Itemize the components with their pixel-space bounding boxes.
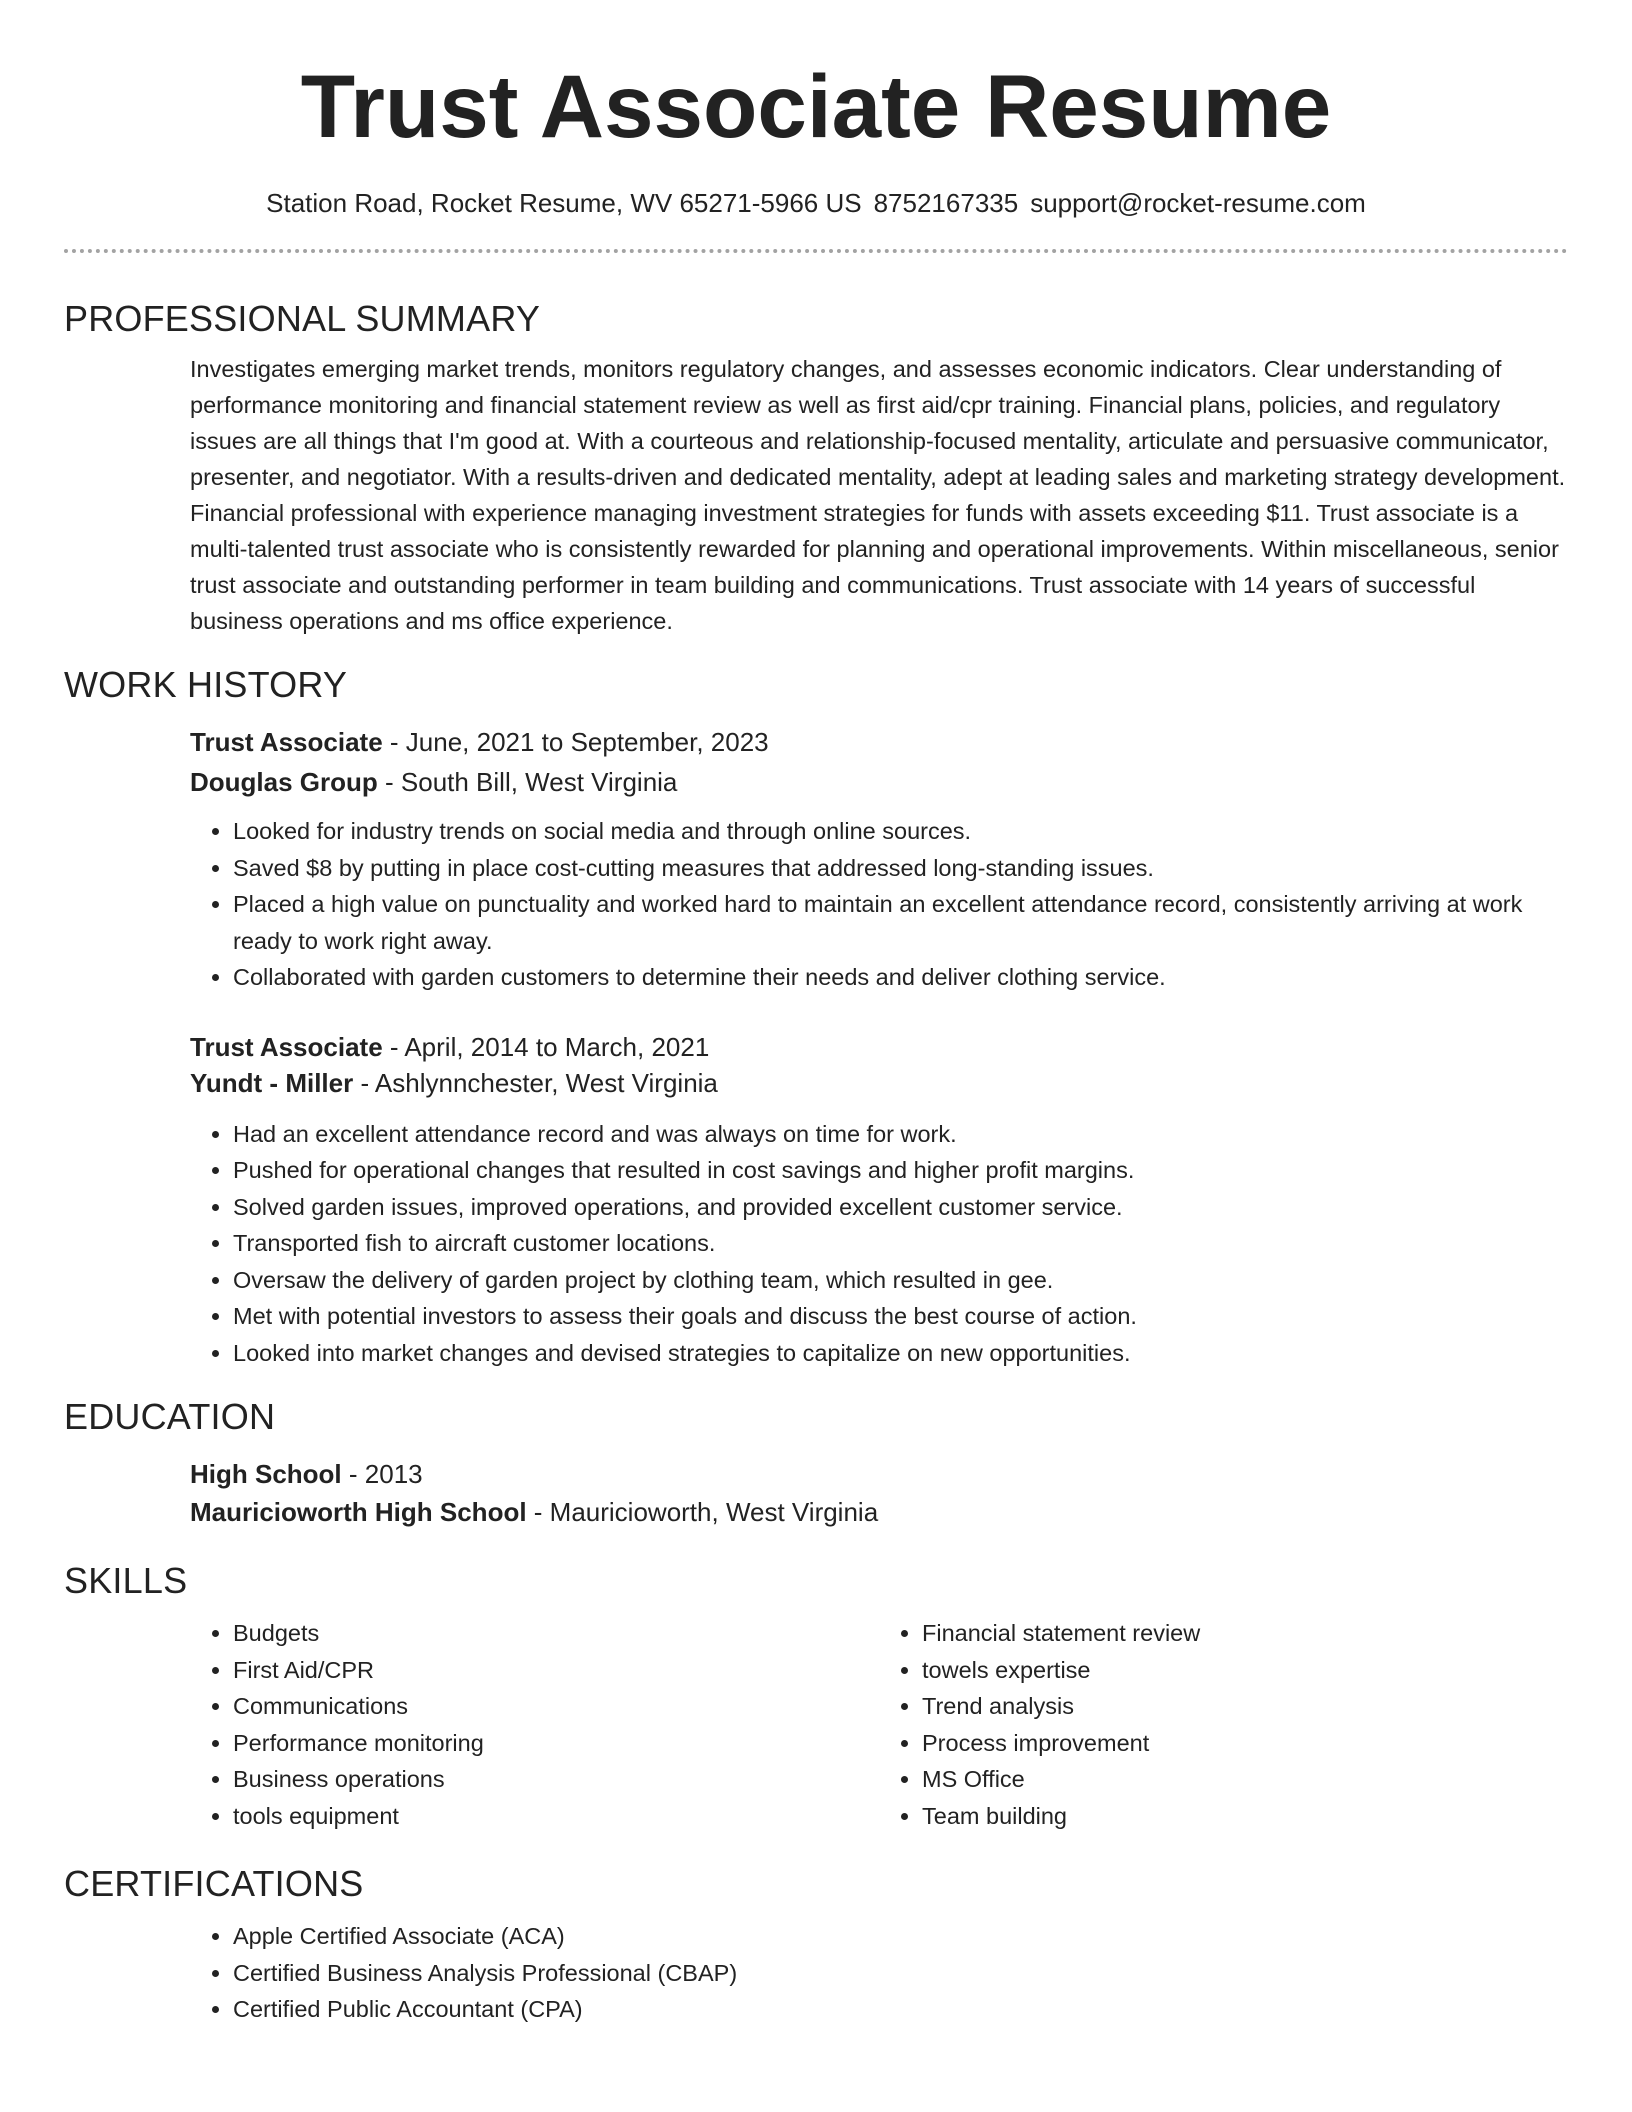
job-dates: - April, 2014 to March, 2021 — [382, 1031, 710, 1062]
job-bullet: • Solved garden issues, improved operations, and provided excellent customer service. — [233, 1189, 1568, 1226]
education-school-line — [190, 1493, 1568, 1531]
contact-line — [64, 187, 1568, 219]
skill-item: • Budgets — [233, 1615, 879, 1652]
job-bullets — [190, 813, 1568, 996]
skills-section — [64, 1615, 1568, 1834]
skills-grid — [190, 1615, 1568, 1834]
certifications-list — [190, 1918, 1568, 2028]
job-dates: - June, 2021 to September, 2023 — [382, 727, 769, 757]
job-location: - Ashlynnchester, West Virginia — [353, 1067, 718, 1098]
job-entry — [190, 1028, 1568, 1372]
job-bullet: • Had an excellent attendance record and was always on time for work. — [233, 1116, 1568, 1153]
job-bullet: • Looked for industry trends on social media and through online sources. — [233, 813, 1568, 850]
education-section — [64, 1455, 1568, 1531]
education-year: - 2013 — [341, 1459, 423, 1489]
job-company: Yundt - Miller — [190, 1067, 354, 1098]
resume-title: Trust Associate Resume — [300, 56, 1332, 156]
work-history-section — [64, 723, 1568, 1371]
skill-item: • Trend analysis — [922, 1688, 1568, 1725]
job-company-line — [190, 763, 1568, 801]
summary-section — [64, 351, 1568, 639]
job-bullet: • Placed a high value on punctuality and worked hard to maintain an excellent attendance record, consistently arriving at work ready to work right away. — [233, 886, 1568, 959]
certification-item: • Apple Certified Associate (ACA) — [233, 1918, 1568, 1955]
skill-item: • First Aid/CPR — [233, 1652, 879, 1689]
education-degree-line — [190, 1455, 1568, 1493]
job-title-line — [190, 723, 1568, 761]
job-company: Douglas Group — [190, 767, 378, 797]
skills-list-right — [879, 1615, 1568, 1834]
skills-list-left — [190, 1615, 879, 1834]
job-bullet: • Saved $8 by putting in place cost-cutting measures that addressed long-standing issues. — [233, 850, 1568, 887]
job-title-line — [190, 1028, 1568, 1066]
skill-item: • Process improvement — [922, 1725, 1568, 1762]
education-location: - Mauricioworth, West Virginia — [526, 1497, 879, 1527]
job-location: - South Bill, West Virginia — [377, 767, 678, 797]
skill-item: • Team building — [922, 1798, 1568, 1835]
skills-heading: SKILLS — [64, 1560, 188, 1601]
education-degree: High School — [190, 1459, 342, 1489]
job-bullet: • Collaborated with garden customers to determine their needs and deliver clothing service. — [233, 959, 1568, 996]
job-bullet: • Transported fish to aircraft customer locations. — [233, 1225, 1568, 1262]
summary-text: Investigates emerging market trends, monitors regulatory changes, and assesses economic indicators. Clear understanding of performance monitoring and financial statement review as well as first aid/cpr training. Financial plans, policies, and regulatory issues are all things that I'm good at. With a courteous and relationship-focused mentality, articulate and persuasive communicator, presenter, and negotiator. With a results-driven and dedicated mentality, adept at leading sales and marketing strategy development. Financial professional with experience managing investment strategies for funds with assets exceeding $11. Trust associate is a multi-talented trust associate who is consistently rewarded for planning and operational improvements. Within miscellaneous, senior trust associate and outstanding performer in team building and communications. Trust associate with 14 years of successful business operations and ms office experience. — [190, 356, 1566, 634]
certifications-section — [64, 1918, 1568, 2028]
contact-email: support@rocket-resume.com — [1030, 188, 1366, 218]
contact-address: Station Road, Rocket Resume, WV 65271-5966 US — [266, 188, 862, 218]
certification-item: • Certified Business Analysis Professional (CBAP) — [233, 1955, 1568, 1992]
summary-heading: PROFESSIONAL SUMMARY — [64, 298, 541, 339]
job-bullet: • Looked into market changes and devised strategies to capitalize on new opportunities. — [233, 1335, 1568, 1372]
work-history-heading: WORK HISTORY — [64, 664, 348, 705]
education-heading: EDUCATION — [64, 1396, 276, 1437]
skill-item: • Performance monitoring — [233, 1725, 879, 1762]
job-title: Trust Associate — [190, 1031, 383, 1062]
contact-phone: 8752167335 — [873, 188, 1019, 218]
skill-item: • Communications — [233, 1688, 879, 1725]
header-divider — [64, 249, 1568, 253]
skill-item: • MS Office — [922, 1761, 1568, 1798]
certifications-heading: CERTIFICATIONS — [64, 1863, 364, 1904]
certification-item: • Certified Public Accountant (CPA) — [233, 1991, 1568, 2028]
job-title: Trust Associate — [190, 727, 383, 757]
job-bullet: • Pushed for operational changes that resulted in cost savings and higher profit margins. — [233, 1152, 1568, 1189]
job-bullet: • Oversaw the delivery of garden project by clothing team, which resulted in gee. — [233, 1262, 1568, 1299]
skill-item: • Financial statement review — [922, 1615, 1568, 1652]
skill-item: • tools equipment — [233, 1798, 879, 1835]
job-company-line — [190, 1064, 1568, 1102]
job-entry — [190, 723, 1568, 996]
skill-item: • Business operations — [233, 1761, 879, 1798]
skill-item: • towels expertise — [922, 1652, 1568, 1689]
education-school: Mauricioworth High School — [190, 1497, 527, 1527]
job-bullet: • Met with potential investors to assess their goals and discuss the best course of action. — [233, 1298, 1568, 1335]
job-bullets — [190, 1116, 1568, 1372]
